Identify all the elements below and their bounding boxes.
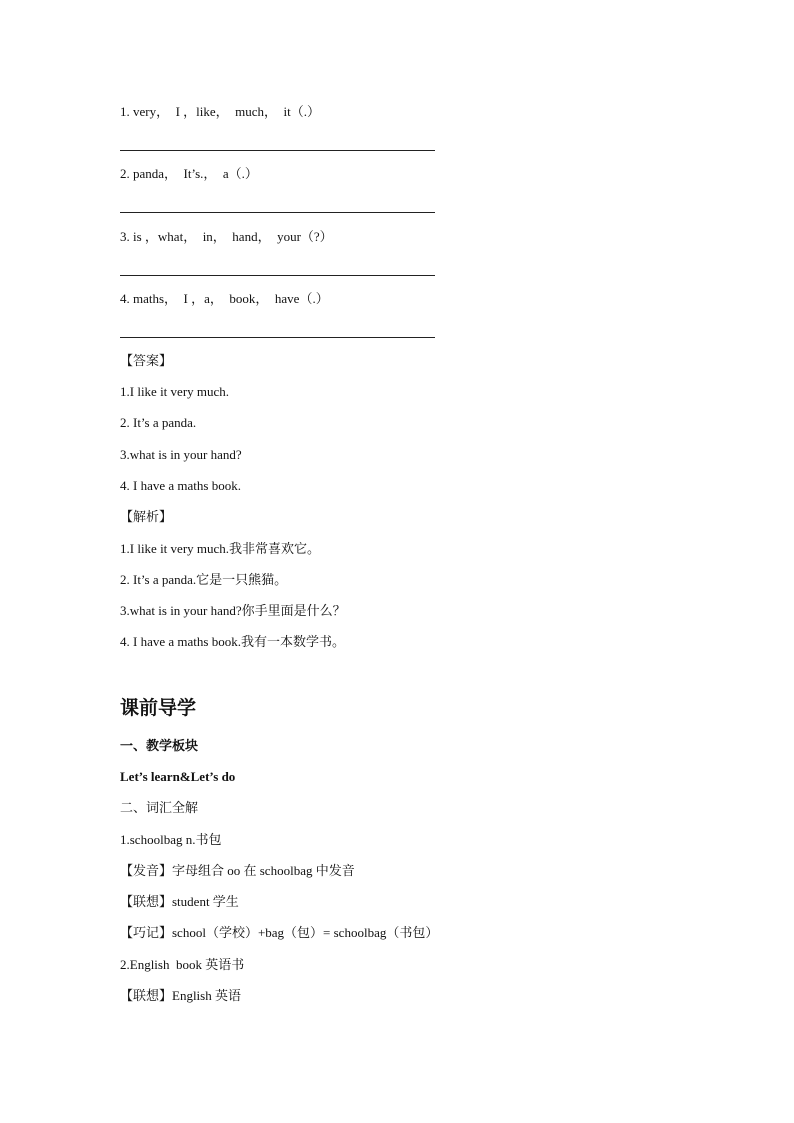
- answer-line-3[interactable]: [120, 275, 435, 276]
- answer-heading: 【答案】: [120, 353, 173, 368]
- analysis-1: 1.I like it very much.我非常喜欢它。: [120, 541, 321, 556]
- answer-line-4[interactable]: [120, 337, 435, 338]
- section1-subtitle: Let’s learn&Let’s do: [120, 769, 236, 784]
- section1-heading: 一、教学板块: [120, 738, 199, 753]
- vocab-association-2: 【联想】English 英语: [120, 988, 241, 1003]
- answer-2: 2. It’s a panda.: [120, 415, 197, 430]
- answer-line-1[interactable]: [120, 150, 435, 151]
- section-title: 课前导学: [120, 698, 197, 719]
- section2-heading: 二、词汇全解: [120, 800, 199, 815]
- answer-3: 3.what is in your hand?: [120, 447, 242, 462]
- vocab-association-1: 【联想】student 学生: [120, 894, 239, 909]
- question-4: 4. maths， I ，a， book， have（.）: [120, 291, 329, 306]
- question-1: 1. very， I ，like， much， it（.）: [120, 104, 321, 119]
- analysis-2: 2. It’s a panda.它是一只熊猫。: [120, 572, 288, 587]
- analysis-heading: 【解析】: [120, 509, 173, 524]
- answer-4: 4. I have a maths book.: [120, 478, 241, 493]
- question-2: 2. panda， It’s.， a（.）: [120, 166, 258, 181]
- vocab-item-1: 1.schoolbag n.书包: [120, 832, 222, 847]
- analysis-4: 4. I have a maths book.我有一本数学书。: [120, 634, 345, 649]
- analysis-3: 3.what is in your hand?你手里面是什么？: [120, 603, 346, 618]
- answer-line-2[interactable]: [120, 212, 435, 213]
- vocab-memory-tip: 【巧记】school（学校）+bag（包）= schoolbag（书包）: [120, 925, 439, 940]
- vocab-item-2: 2.English book 英语书: [120, 957, 245, 972]
- question-3: 3. is ，what， in， hand， your（?）: [120, 229, 333, 244]
- vocab-pronunciation: 【发音】字母组合 oo 在 schoolbag 中发音: [120, 863, 355, 878]
- answer-1: 1.I like it very much.: [120, 384, 230, 399]
